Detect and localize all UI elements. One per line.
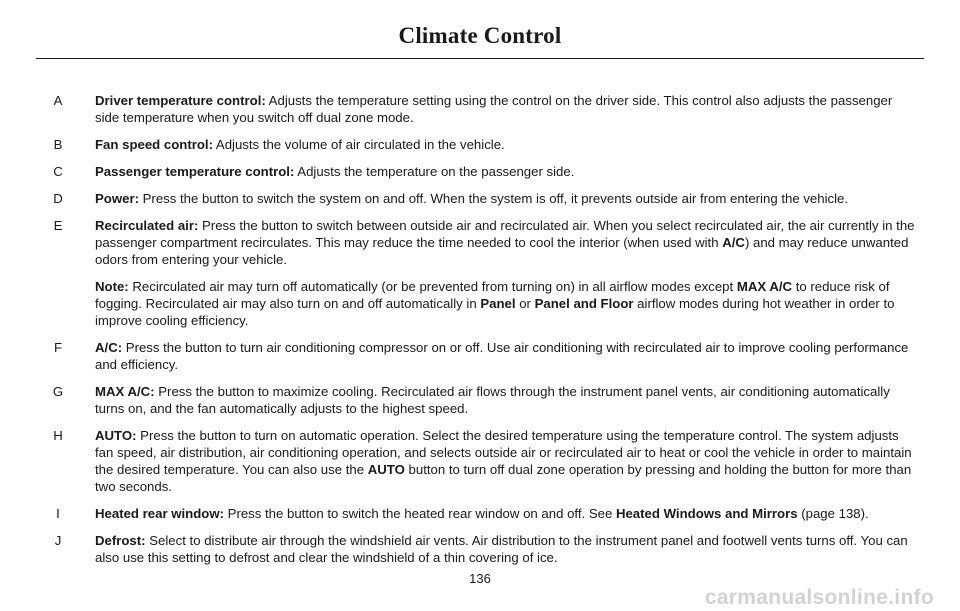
bold-term: Driver temperature control: — [95, 93, 266, 108]
list-item — [48, 532, 920, 566]
list-item — [48, 339, 920, 373]
body-text: Press the button to switch between outside air and recirculated air. When you select recirculated air, the air currently in the passenger compartment recirculates. This may reduce the time needed to cool the interior (when used with — [95, 218, 915, 250]
description-paragraph — [95, 339, 920, 373]
item-letter: F — [53, 340, 63, 355]
list-item — [48, 505, 920, 522]
body-text: Adjusts the temperature setting using the control on the driver side. This control also adjusts the passenger side temperature when you switch off dual zone mode. — [95, 93, 893, 125]
bold-term: Panel and Floor — [534, 296, 634, 311]
list-item — [48, 383, 920, 417]
item-letter: H — [53, 428, 63, 443]
bold-term: AUTO — [367, 462, 405, 477]
body-text: (page 138). — [797, 506, 869, 521]
description-paragraph — [95, 136, 920, 153]
bold-term: Passenger temperature control: — [95, 164, 295, 179]
page-title: Climate Control — [398, 23, 562, 48]
bold-term: Recirculated air: — [95, 218, 199, 233]
bold-term: Power: — [95, 191, 139, 206]
description-paragraph — [95, 163, 920, 180]
body-text: Adjusts the temperature on the passenger side. — [294, 164, 575, 179]
item-description — [95, 339, 920, 373]
body-text: Press the button to switch the heated rear window on and off. See — [223, 506, 616, 521]
body-text: to reduce risk of fogging. Recirculated air may also turn on and off automatically in — [95, 279, 890, 311]
body-text: ) and may reduce unwanted odors from entering your vehicle. — [95, 235, 909, 267]
bold-term: Note: — [95, 279, 129, 294]
bold-term: Defrost: — [95, 533, 146, 548]
list-item — [48, 190, 920, 207]
body-text: button to turn off dual zone operation by pressing and holding the button for more than two seconds. — [95, 462, 912, 494]
item-description — [95, 92, 920, 126]
bold-term: MAX A/C: — [95, 384, 155, 399]
item-description — [95, 190, 920, 207]
item-letter: C — [53, 164, 63, 179]
item-letter: G — [52, 384, 64, 399]
item-description — [95, 383, 920, 417]
bold-term: Heated rear window: — [95, 506, 224, 521]
item-description — [95, 217, 920, 329]
body-text: airflow modes during hot weather in order to improve cooling efficiency. — [95, 296, 895, 328]
item-letter: A — [53, 93, 63, 108]
body-text: Recirculated air may turn off automatically (or be prevented from turning on) in all airflow modes except — [128, 279, 737, 294]
bold-term: MAX A/C — [736, 279, 793, 294]
item-letter: B — [53, 137, 63, 152]
body-text: Adjusts the volume of air circulated in the vehicle. — [212, 137, 505, 152]
item-letter: D — [53, 191, 63, 206]
item-letter: J — [54, 533, 62, 548]
item-description — [95, 136, 920, 153]
description-paragraph — [95, 92, 920, 126]
description-paragraph — [95, 383, 920, 417]
list-item — [48, 92, 920, 126]
description-paragraph — [95, 190, 920, 207]
list-item — [48, 163, 920, 180]
body-text: Press the button to turn air conditioning compressor on or off. Use air conditioning with recirculated air to improve cooling performance and efficiency. — [95, 340, 909, 372]
bold-term: AUTO: — [95, 428, 137, 443]
bold-term: A/C — [722, 235, 745, 250]
list-item — [48, 427, 920, 495]
bold-term: Fan speed control: — [95, 137, 213, 152]
body-text: Press the button to maximize cooling. Recirculated air flows through the instrument panel vents, air conditioning automatically turns on, and the fan automatically adjusts to the highest speed. — [95, 384, 890, 416]
body-text: or — [515, 296, 535, 311]
control-descriptions-list — [48, 92, 920, 576]
bold-term: Panel — [480, 296, 516, 311]
item-description — [95, 532, 920, 566]
item-description — [95, 505, 920, 522]
description-paragraph — [95, 532, 920, 566]
header-divider — [36, 58, 924, 59]
item-description — [95, 163, 920, 180]
description-paragraph — [95, 505, 920, 522]
item-letter: I — [56, 506, 60, 521]
item-letter: E — [53, 218, 63, 233]
description-paragraph — [95, 217, 920, 268]
bold-term: Heated Windows and Mirrors — [615, 506, 798, 521]
watermark: carmanualsonline.info — [704, 586, 934, 609]
page-number: 136 — [469, 571, 491, 586]
body-text: Press the button to turn on automatic operation. Select the desired temperature using the temperature control. The system adjusts fan speed, air distribution, air conditioning operation, and selects outside air or recirculated air to heat or cool the vehicle in order to maintain the desired temperature. You can also use the — [95, 428, 912, 477]
list-item — [48, 217, 920, 329]
body-text: Press the button to switch the system on and off. When the system is off, it prevents outside air from entering the vehicle. — [138, 191, 849, 206]
description-paragraph — [95, 278, 920, 329]
body-text: Select to distribute air through the windshield air vents. Air distribution to the instrument panel and footwell vents turns off. You can also use this setting to defrost and clear the windshield of a thin covering of ice. — [95, 533, 908, 565]
list-item — [48, 136, 920, 153]
description-paragraph — [95, 427, 920, 495]
bold-term: A/C: — [95, 340, 123, 355]
item-description — [95, 427, 920, 495]
